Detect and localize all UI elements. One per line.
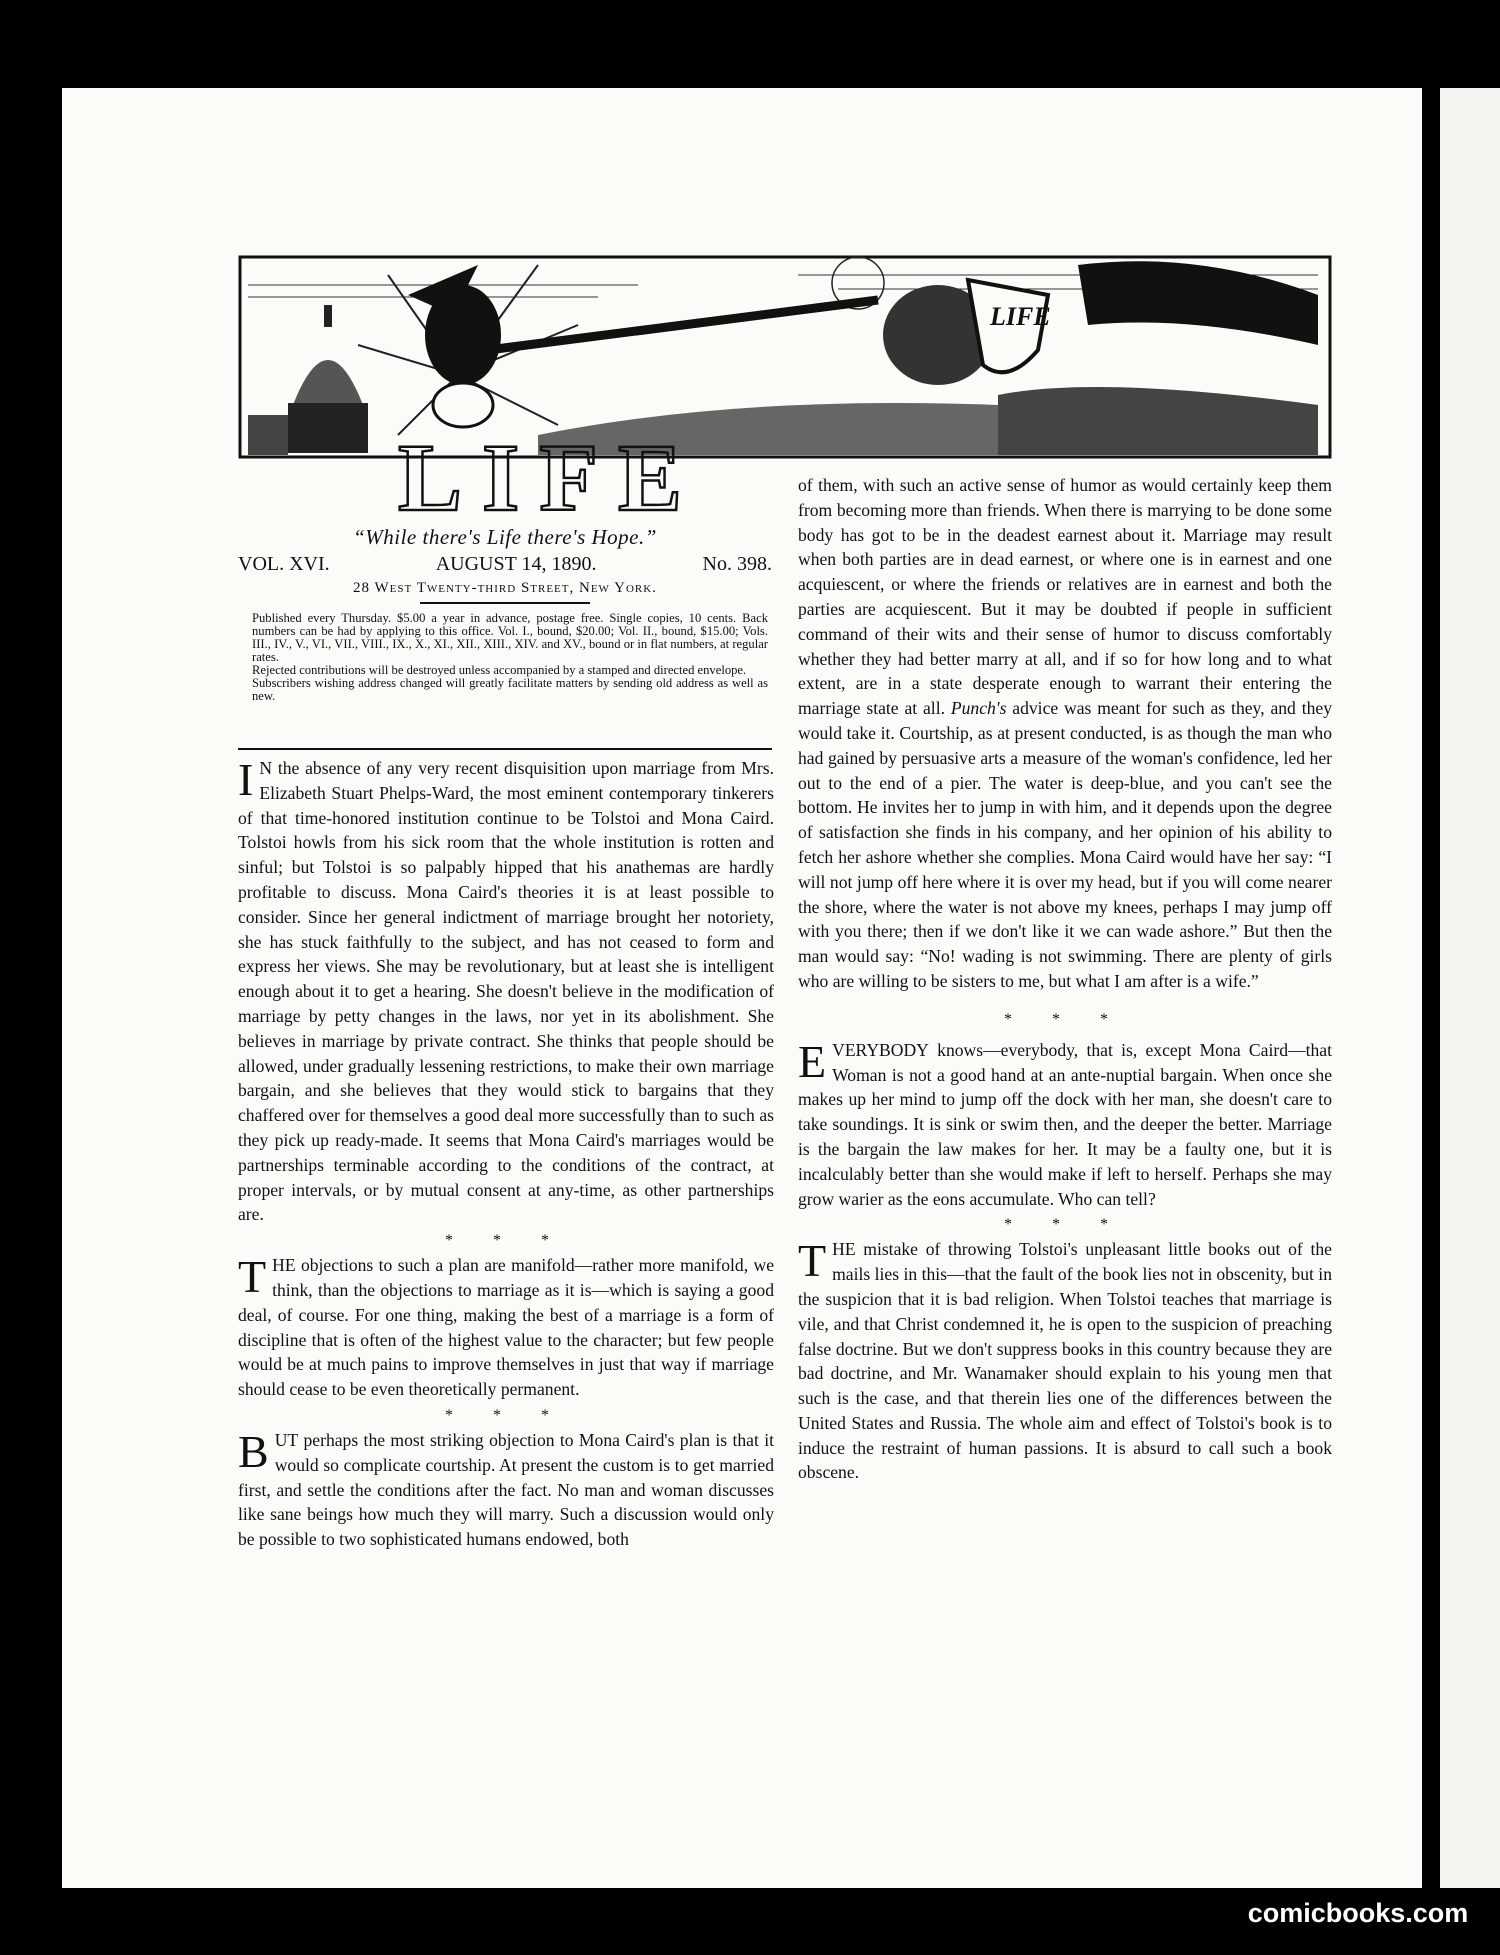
- section-break-stars: * * *: [1004, 1010, 1126, 1028]
- notice-address-change: Subscribers wishing address changed will greatly facilitate matters by sending old address as well as new.: [252, 676, 768, 703]
- section-break-stars: * * *: [445, 1232, 567, 1250]
- paragraph: THE mistake of throwing Tolstoi's unpleasant little books out of the mails lies in this—that the fault of the book lies not in obscenity, but in the suspicion that it is bad religion. When Tolstoi teaches that marriage is vile, and that Christ condemned it, he is open to the suspicion of preaching false doctrine. But we don't suppress books in this country because they are bad doctrine, and Mr. Wanamaker should explain to his young men that such is the case, and that therein lies one of the differences between the United States and Russia. The whole aim and effect of Tolstoi's book is to induce the restraint of human passions. It is absurd to call such a book obscene.: [798, 1235, 1332, 1483]
- drop-cap: I: [238, 754, 254, 805]
- paragraph: I N the absence of any very recent disquisition upon marriage from Mrs. Elizabeth Stuart Phelps-Ward, the most eminent contemporary tinkerers of that time-honored institution continue to be Tolstoi and Mona Caird. Tolstoi howls from his sick room that the whole institution is rotten and sinful; but Tolstoi is so palpably hipped that his anathemas are hardly profitable to discuss. Mona Caird's theories it is at least possible to consider. Since her general indictment of marriage brought her notoriety, she has stuck faithfully to the subject, and has not ceased to form and express her views. She may be revolutionary, but at least she is intelligent enough about it to get a hearing. She doesn't believe in the modification of marriage by petty changes in the laws, nor yet in its abolishment. She believes in marriage by private contract. She thinks that people should be allowed, under gradually lessening restrictions, to make their own marriage bargain, and she believes that they would stick to bargains that they chaffered over for themselves a good deal more successfully than to such as they pick up ready-made. It seems that Mona Caird's marriages would be partnerships terminable according to the conditions of the contract, at proper intervals, or by mutual consent at any-time, as other partnerships are.: [238, 754, 774, 1225]
- masthead-rule: [420, 602, 590, 604]
- office-address: 28 West Twenty-third Street, New York.: [353, 580, 657, 596]
- site-watermark: comicbooks.com: [1247, 1897, 1469, 1928]
- paragraph: BUT perhaps the most striking objection to Mona Caird's plan is that it would so complicate courtship. At present the custom is to get married first, and settle the conditions after the fact. No man and woman discusses like sane beings how much they will marry. Such a discussion would only be possible to two sophisticated humans endowed, both: [238, 1425, 774, 1550]
- drop-cap: E: [798, 1035, 827, 1087]
- motto: “While there's Life there's Hope.”: [353, 525, 657, 549]
- shield-lettering: LIFE: [990, 302, 1051, 331]
- issue-number: No. 398.: [702, 553, 772, 575]
- drop-cap: T: [238, 1251, 267, 1303]
- publication-notice: [252, 612, 768, 703]
- paragraph: of them, with such an active sense of humor as would certainly keep them from becoming more than friends. When there is marrying to be done some body has got to be in the deadest earnest about it. Marriage may result when both parties are in dead earnest, or where one is in earnest and one acquiescent, or where the friends or relatives are in earnest and both the parties are acquiescent. But it may be doubted if people in sufficient command of their wits and their sense of humor to discuss comfortably whether they had better marry at all, and if so for how long and to what extent, are in a state desperate enough to warrant their entering the marriage state at all. Punch's advice was meant for such as they, and they would take it. Courtship, as at present conducted, is as though the man who had gained by persuasive arts a measure of the woman's confidence, led her out to the end of a pier. The water is deep-blue, and you can't see the bottom. He invites her to jump in with him, and it depends upon the degree of satisfaction she finds in his company, and her opinion of his ability to fetch her ashore whether she complies. Mona Caird would have her say: “I will not jump off here where it is over my head, but if you will come nearer the shore, where the water is not above my knees, perhaps I may jump off with you there; then if we don't like it we can wade ashore.” But then the man would say: “No! wading is not swimming. There are plenty of girls who are willing to be sisters to me, but what I am after is a wife.”: [798, 475, 1332, 991]
- issue-date: AUGUST 14, 1890.: [435, 553, 597, 575]
- right-column: [798, 473, 1332, 1485]
- volume-line: [238, 553, 772, 576]
- notice-contributions: Rejected contributions will be destroyed unless accompanied by a stamped and directed envelope.: [252, 663, 747, 677]
- adjacent-page-edge: [1440, 88, 1500, 1888]
- paragraph: EVERYBODY knows—everybody, that is, except Mona Caird—that Woman is not a good hand at an ante-nuptial bargain. When once she makes up her mind to jump off the dock with her man, she doesn't care to take soundings. It is sink or swim then, and the deeper the better. Marriage is the bargain the law makes for her. It may be a faulty one, but it is incalculably better than she would make if left to herself. Perhaps she may grow warier as the eons accumulate. Who can tell?: [798, 1035, 1332, 1209]
- section-break-stars: * * *: [1004, 1216, 1126, 1234]
- drop-cap: B: [238, 1425, 269, 1477]
- section-rule: [238, 748, 772, 750]
- drop-cap: T: [798, 1235, 827, 1287]
- paragraph: THE objections to such a plan are manifold—rather more manifold, we think, than the objections to marriage as it is—which is saying a good deal, of course. For one thing, making the best of a marriage is a form of discipline that is often of the highest value to the character; but few people would be at much pains to improve themselves in just that way if marriage should cease to be even theoretically permanent.: [238, 1251, 774, 1400]
- notice-subscription: Published every Thursday. $5.00 a year in advance, postage free. Single copies, 10 cents. Back numbers can be had by applying to this office. Vol. I., bound, $20.00; Vol. II., bound, $15.00; Vols. III., IV., V., VI., VII., VIII., IX., X., XI., XII., XIII., XIV. and XV., bound or in flat numbers, at regular rates.: [252, 611, 768, 664]
- volume-number: VOL. XVI.: [238, 553, 330, 575]
- left-column: [238, 756, 774, 1552]
- punch-title: Punch's: [950, 698, 1007, 719]
- life-logo: LIFE: [398, 424, 703, 517]
- section-break-stars: * * *: [445, 1406, 567, 1424]
